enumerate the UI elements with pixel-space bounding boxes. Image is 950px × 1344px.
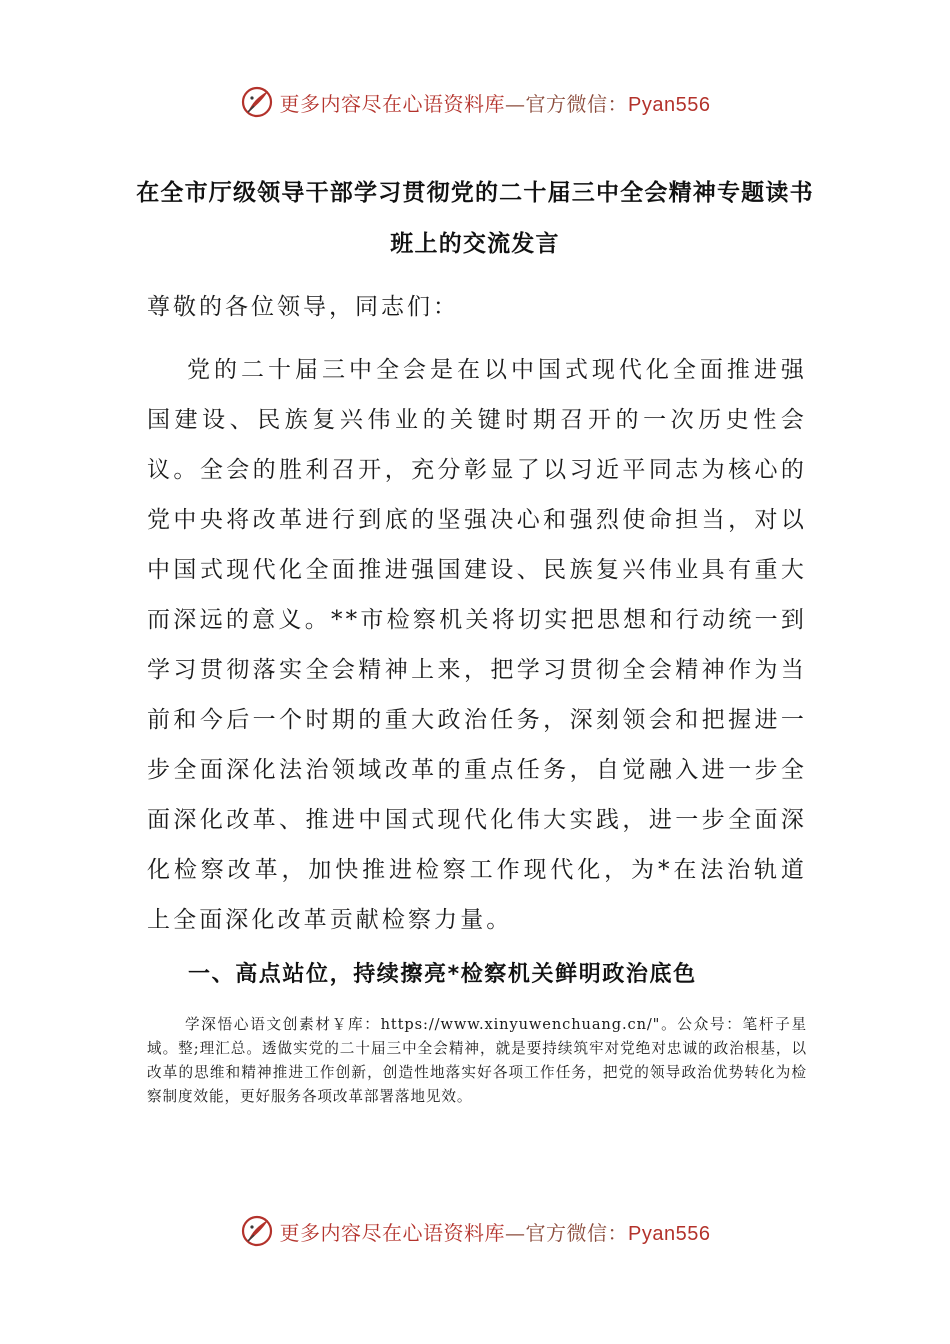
banner-main-text: 更多内容尽在心语资料库 xyxy=(279,91,506,116)
banner-handle: Pyan556 xyxy=(628,93,711,116)
quill-logo-icon xyxy=(240,1214,274,1248)
greeting: 尊敬的各位领导，同志们： xyxy=(147,294,459,320)
banner-dash-text: —官方微信： xyxy=(505,1220,629,1245)
body-paragraph: 党的二十届三中全会是在以中国式现代化全面推进强国建设、民族复兴伟业的关键时期召开的一次历史性会议。全会的胜利召开，充分彰显了以习近平同志为核心的党中央将改革进行到底的坚强决心和强烈使命担当，对以中国式现代化全面推进强国建设、民族复兴伟业具有重大而深远的意义。**市检察机关将切实把思想和行动统一到学习贯彻落实全会精神上来，把学习贯彻全会精神作为当前和今后一个时期的重大政治任务，深刻领会和把握进一步全面深化法治领域改革的重点任务，自觉融入进一步全面深化改革、推进中国式现代化伟大实践，进一步全面深化检察改革，加快推进检察工作现代化，为*在法治轨道上全面深化改革贡献检察力量。 xyxy=(147,357,807,933)
banner-handle: Pyan556 xyxy=(628,1222,711,1245)
banner-dash-text: —官方微信： xyxy=(505,91,629,116)
quill-logo-icon xyxy=(240,85,274,119)
section-paragraph: 学深悟心语文创素材￥库：https://www.xinyuwenchuang.cn/"。公众号：笔杆子星域。整;理汇总。透做实党的二十届三中全会精神，就是要持续筑牢对党绝对忠诚的政治根基，以改革的思维和精神推进工作创新，创造性地落实好各项工作任务，把党的领导政治优势转化为检察制度效能，更好服务各项改革部署落地见效。 xyxy=(147,1016,807,1105)
section-heading: 一、高点站位，持续擦亮*检察机关鲜明政治底色 xyxy=(188,962,697,987)
document-title: 在全市厅级领导干部学习贯彻党的二十届三中全会精神专题读书班上的交流发言 xyxy=(136,180,814,257)
header-banner xyxy=(0,82,950,122)
banner-main-text: 更多内容尽在心语资料库 xyxy=(279,1220,506,1245)
footer-banner xyxy=(0,1211,950,1251)
banner-text xyxy=(280,88,711,117)
banner-text xyxy=(280,1217,711,1246)
